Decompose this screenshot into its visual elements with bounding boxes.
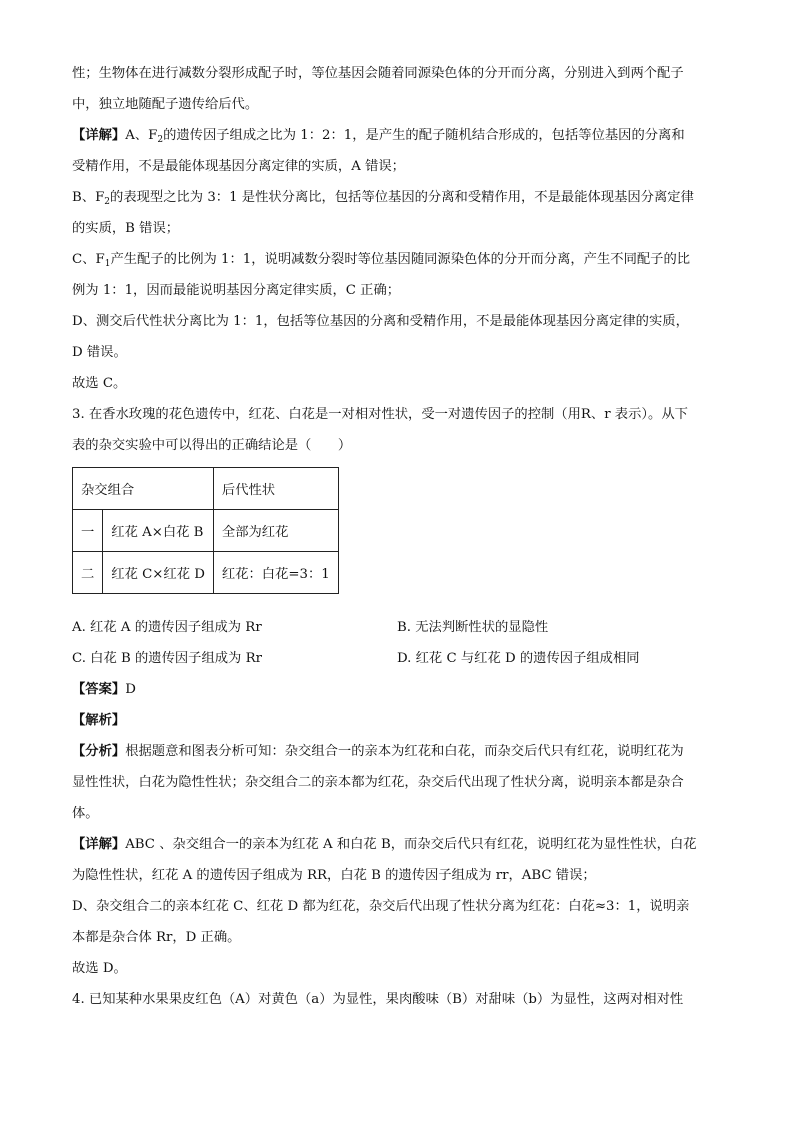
text-span: B、F <box>72 190 105 205</box>
text-line: 性；生物体在进行减数分裂形成配子时，等位基因会随着同源染色体的分开而分离，分别进入到两个配子 <box>72 66 684 81</box>
xiangjie-line2: 为隐性性状，红花 A 的遗传因子组成为 RR，白花 B 的遗传因子组成为 rr，ABC 错误； <box>72 868 596 883</box>
detail-b-line2: 的实质，B 错误； <box>72 221 180 236</box>
question3-stem-line2: 表的杂交实验中可以得出的正确结论是（ ） <box>72 438 352 453</box>
cross-table <box>72 467 339 594</box>
option-b: B. 无法判断性状的显隐性 <box>397 620 549 635</box>
option-c: C. 白花 B 的遗传因子组成为 Rr <box>72 651 262 666</box>
choice-line: 故选 C。 <box>72 376 127 391</box>
analysis-tag: 【解析】 <box>72 713 126 728</box>
answer-tag: 【答案】 <box>72 682 126 697</box>
text-line: 中，独立地随配子遗传给后代。 <box>72 97 259 112</box>
table-cell: 二 <box>73 552 103 594</box>
table-header-row <box>73 468 339 510</box>
fenxi-tag: 【分析】 <box>72 744 126 759</box>
fenxi-line1 <box>72 736 722 767</box>
text-span: ABC 、杂交组合一的亲本为红花 A 和白花 B，而杂交后代只有红花，说明红花为显性性状，白花 <box>125 837 697 852</box>
answer-line <box>72 674 722 705</box>
detail-d-line2: D 错误。 <box>72 345 127 360</box>
table-row <box>73 510 339 552</box>
table-row <box>73 552 339 594</box>
table-cell: 一 <box>73 510 103 552</box>
table-cell: 红花 A×白花 B <box>103 510 214 552</box>
document-page <box>72 58 722 1015</box>
xiangjie-line3: D、杂交组合二的亲本红花 C、红花 D 都为红花，杂交后代出现了性状分离为红花：白花≈3：1，说明亲 <box>72 899 690 914</box>
detail-c-line2: 例为 1：1，因而最能说明基因分离定律实质，C 正确； <box>72 283 401 298</box>
option-a: A. 红花 A 的遗传因子组成为 Rr <box>72 620 262 635</box>
text-span: 的遗传因子组成之比为 1：2：1，是产生的配子随机结合形成的，包括等位基因的分离和 <box>163 128 685 143</box>
question4-stem-line1: 4. 已知某种水果果皮红色（A）对黄色（a）为显性，果肉酸味（B）对甜味（b）为显性，这两对相对性 <box>72 992 684 1007</box>
table-cell: 全部为红花 <box>213 510 338 552</box>
detail-a-line1 <box>72 120 722 151</box>
option-d: D. 红花 C 与红花 D 的遗传因子组成相同 <box>397 651 640 666</box>
text-span: 的表现型之比为 3：1 是性状分离比，包括等位基因的分离和受精作用，不是最能体现基因分离定律 <box>110 190 694 205</box>
detail-a-line2: 受精作用，不是最能体现基因分离定律的实质，A 错误； <box>72 159 405 174</box>
detail-d-line1: D、测交后代性状分离比为 1：1，包括等位基因的分离和受精作用，不是最能体现基因分离定律的实质， <box>72 314 689 329</box>
table-cell: 红花：白花=3：1 <box>213 552 338 594</box>
subscript: 2 <box>104 197 111 207</box>
choice-line: 故选 D。 <box>72 961 127 976</box>
options-block <box>72 612 722 674</box>
text-span: 产生配子的比例为 1：1，说明减数分裂时等位基因随同源染色体的分开而分离，产生不同配子的比 <box>110 252 691 267</box>
table-header-cell: 后代性状 <box>213 468 338 510</box>
subscript: 1 <box>104 259 111 269</box>
xiangjie-line4: 本都是杂合体 Rr，D 正确。 <box>72 930 241 945</box>
text-span: C、F <box>72 252 105 267</box>
xiangjie-tag: 【详解】 <box>72 837 126 852</box>
question3-stem-line1: 3. 在香水玫瑰的花色遗传中，红花、白花是一对相对性状，受一对遗传因子的控制（用R、r 表示）。从下 <box>72 407 688 422</box>
table-cell: 红花 C×红花 D <box>103 552 214 594</box>
xiangjie-line1 <box>72 829 722 860</box>
answer-value: D <box>125 682 136 697</box>
text-span: A、F <box>125 128 158 143</box>
fenxi-line2: 显性性状，白花为隐性性状；杂交组合二的亲本都为红花，杂交后代出现了性状分离，说明亲本都是杂合 <box>72 775 684 790</box>
subscript: 2 <box>157 135 164 145</box>
detail-b-line1 <box>72 182 722 213</box>
detail-c-line1 <box>72 244 722 275</box>
text-span: 根据题意和图表分析可知：杂交组合一的亲本为红花和白花，而杂交后代只有红花，说明红花为 <box>125 744 684 759</box>
detail-tag: 【详解】 <box>72 128 126 143</box>
table-header-cell: 杂交组合 <box>73 468 214 510</box>
fenxi-line3: 体。 <box>72 806 99 821</box>
